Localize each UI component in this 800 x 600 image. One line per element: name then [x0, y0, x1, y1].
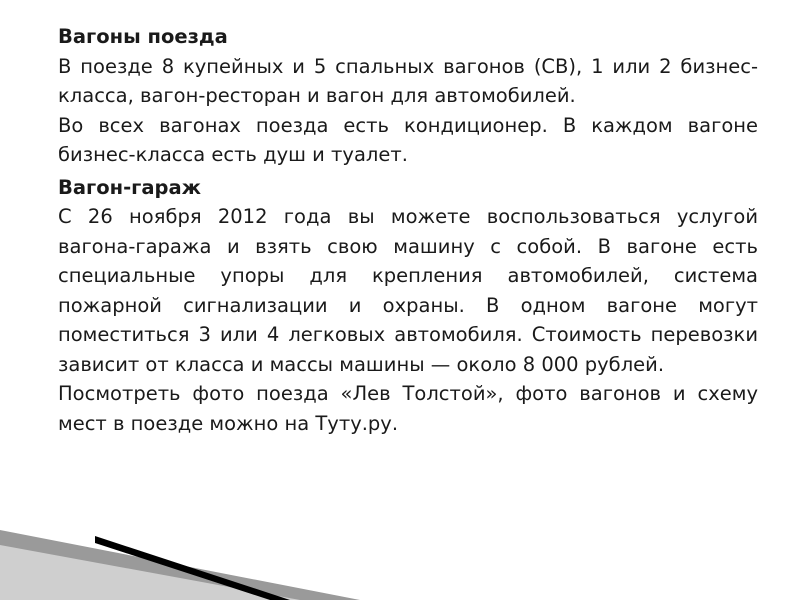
paragraph-garage-service: С 26 ноября 2012 года вы можете воспользоваться услугой вагона-гаража и взять свою машину с собой. В вагоне есть специальные упоры для крепления автомобилей, система пожарной сигнализации и охраны. В одном вагоне могут поместиться 3 или 4 легковых автомобиля. Стоимость перевозки зависит от класса и массы машины — около 8 000 рублей.: [58, 205, 758, 376]
heading-train-cars: Вагоны поезда: [58, 25, 228, 48]
text-block: [58, 22, 758, 438]
decoration-gray-sweep: [0, 530, 360, 600]
heading-garage-car: Вагон-гараж: [58, 175, 202, 199]
paragraph-cars-amenities: Во всех вагонах поезда есть кондиционер. В каждом вагоне бизнес-класса есть душ и туалет.: [58, 113, 758, 166]
paragraph-photos-link: Посмотреть фото поезда «Лев Толстой», фото вагонов и схему мест в поезде можно на Туту.ру.: [58, 382, 758, 435]
paragraph-cars-composition: В поезде 8 купейных и 5 спальных вагонов (СВ), 1 или 2 бизнес-класса, вагон-ресторан и вагон для автомобилей.: [58, 54, 758, 107]
decoration-light-sweep: [0, 545, 300, 600]
decoration-dark-sweep: [95, 536, 290, 600]
